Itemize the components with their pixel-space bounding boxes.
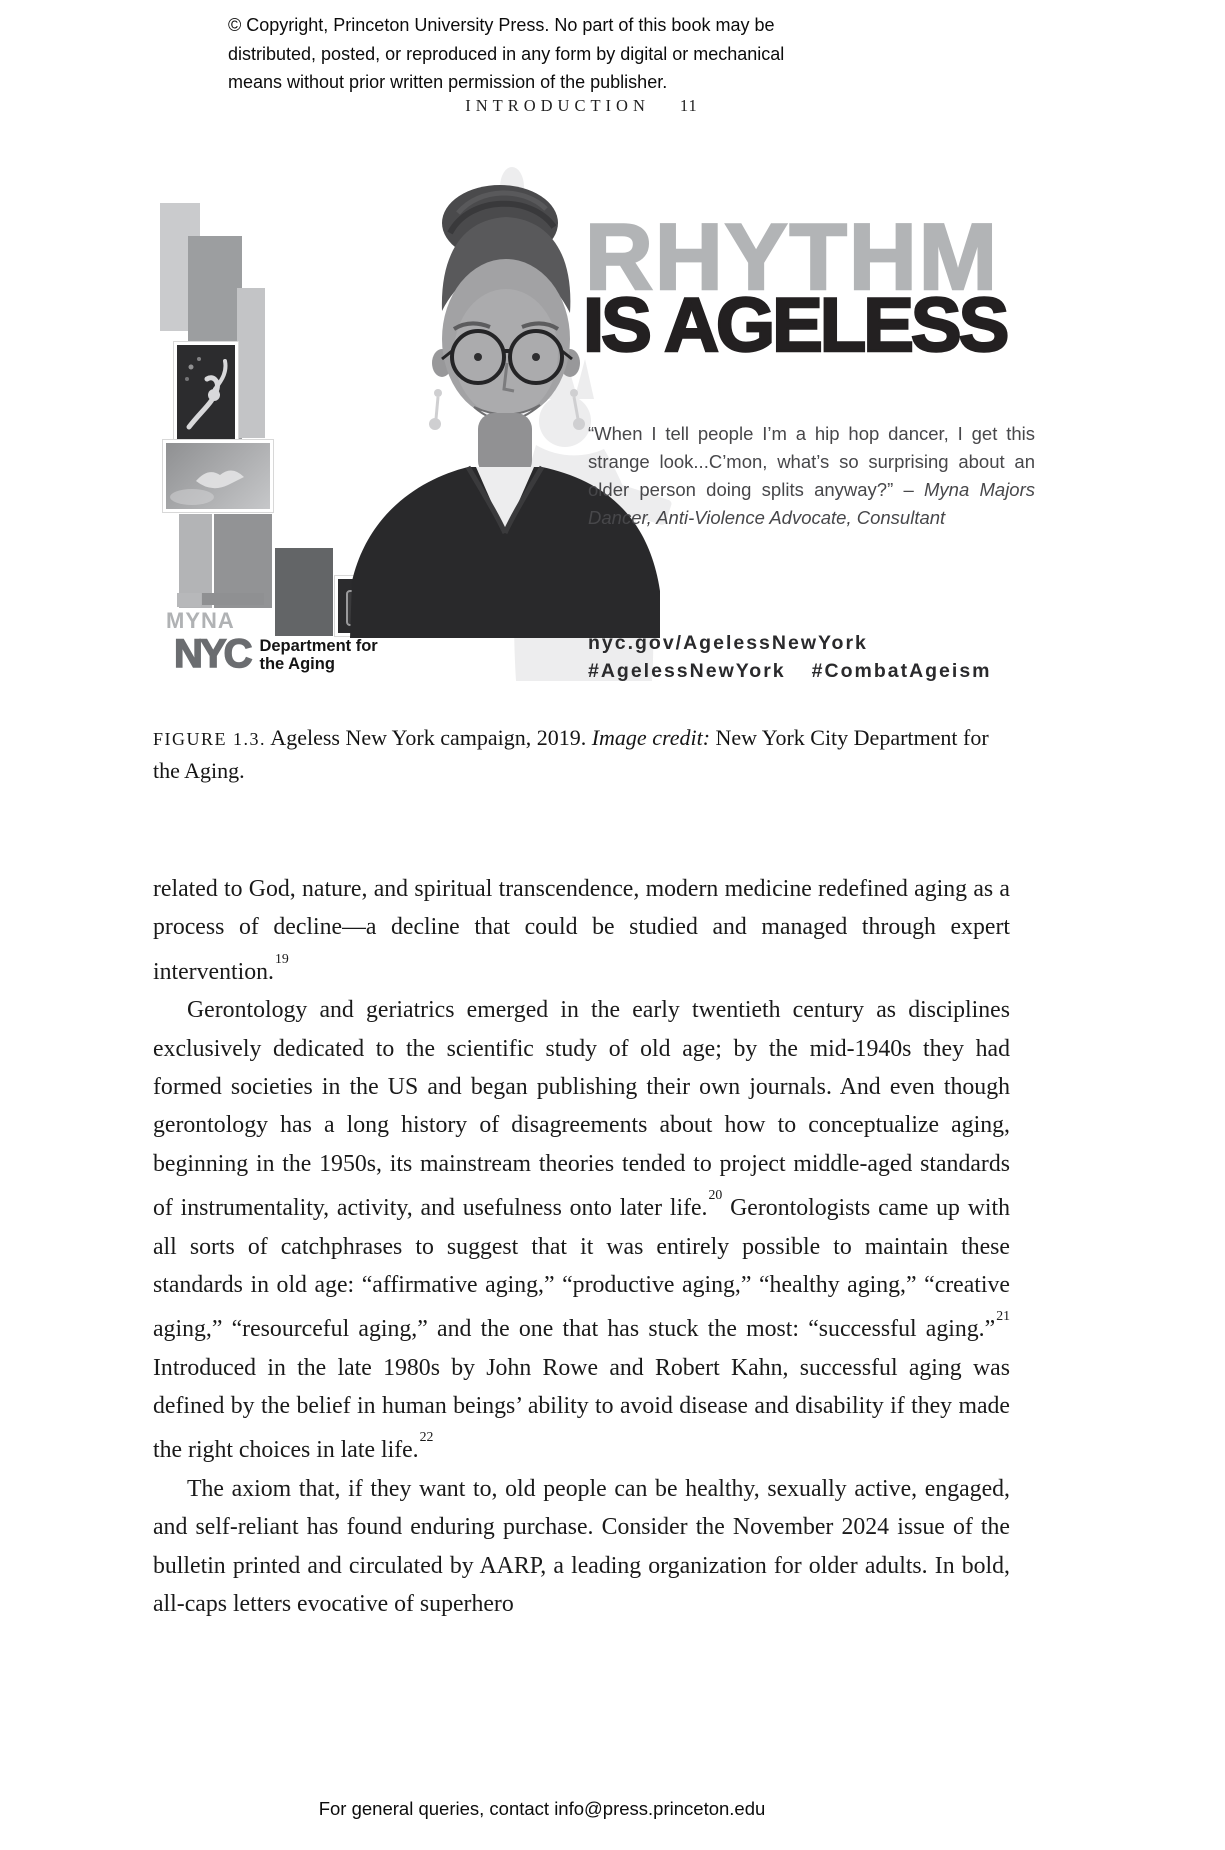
copyright-line: © Copyright, Princeton University Press. No part of this book may be <box>228 15 775 35</box>
paragraph: related to God, nature, and spiritual transcendence, modern medicine redefined aging as a process of decline—a decline that could be studied and managed through expert intervention.$^{19}$ <box>153 876 1010 985</box>
ad-hashtags <box>588 660 992 683</box>
image-credit-label: Image credit: <box>591 725 711 750</box>
clouds-photo-tile <box>163 440 273 512</box>
dancer-photo-tile <box>174 342 238 442</box>
footnote-marker: 20 <box>708 1187 723 1202</box>
ad-headline-rhythm: RHYTHM <box>585 204 1000 309</box>
footnote-marker: 19 <box>274 950 289 966</box>
collage-tile <box>237 288 265 438</box>
copyright-notice <box>228 11 784 97</box>
chapter-title: INTRODUCTION <box>465 96 650 115</box>
copyright-line: distributed, posted, or reproduced in any form by digital or mechanical <box>228 43 785 64</box>
figure-label: FIGURE 1.3. <box>153 729 267 749</box>
ad-quote-attribution: Myna Majors Dancer, Anti-Violence Advocate, Consultant <box>588 479 1036 528</box>
dove-icon <box>166 443 270 509</box>
paragraph: The axiom that, if they want to, old people can be healthy, sexually active, engaged, and self-reliant has found enduring purchase. Consider the November 2024 issue of the bulletin printed and circulated by AARP, a leading organization for older adults. In bold, all-caps letters evocative of superhero <box>153 1475 1010 1617</box>
dancer-icon <box>177 345 235 439</box>
running-head <box>153 96 1010 116</box>
collage-tile <box>202 593 264 605</box>
page-number: 11 <box>679 96 698 115</box>
nyc-logo-text: NYC <box>174 632 250 676</box>
footnote-marker: 21 <box>996 1308 1010 1324</box>
figure-image <box>130 148 1040 693</box>
footnote-marker: 22 <box>419 1429 434 1445</box>
ad-quote <box>588 420 1035 532</box>
paragraph: Gerontology and geriatrics emerged in the early twentieth century as disciplines exclusively dedicated to the scientific study of old age; by the mid-1940s they had formed societies in the US and began publishing their own journals. And even though gerontology has a long history of disagreements about how to conceptualize aging, beginning in the 1950s, its mainstream theories tended to project middle-aged standards of instrumentality, activity, and usefulness onto later life.$^{20}$ Gerontologists came up with all sorts of catchphrases to suggest that it was entirely possible to maintain these standards in old age: “affirmative aging,” “productive aging,” “healthy aging,” “creative aging,” “resourceful aging,” and the one that has stuck the most: “successful aging.”$^{21}$ Introduced in the late 1980s by John Rowe and Robert Kahn, successful aging was defined by the belief in human beings’ ability to avoid disease and disability if they made the right choices in late life.$^{22}$ <box>153 997 1010 1464</box>
body-text <box>153 870 1010 1623</box>
nyc-logo-caption: Department for the Aging <box>259 637 378 673</box>
ad-quote-text: “When I tell people I’m a hip hop dancer, I get this strange look...C’mon, what’s so surprising about an older person doing splits anyway?” – <box>588 423 1035 500</box>
ad-links <box>588 632 992 683</box>
figure-caption: FIGURE 1.3. Ageless New York campaign, 2019. Image credit: New York City Department for the Aging. <box>153 725 989 783</box>
collage-name-label: MYNA <box>166 608 235 633</box>
hashtag-ageless-new-york: #AgelessNewYork <box>588 660 786 682</box>
collage-tile <box>177 593 201 607</box>
ad-headline-is-ageless: IS AGELESS <box>583 283 1007 368</box>
queries-footer: For general queries, contact info@press.princeton.edu <box>318 1798 766 1819</box>
ad-url: nyc.gov/AgelessNewYork <box>588 632 868 654</box>
copyright-line: means without prior written permission of the publisher. <box>228 72 668 92</box>
hashtag-combat-ageism: #CombatAgeism <box>811 660 992 682</box>
collage-tile <box>275 548 333 636</box>
nyc-aging-logo <box>174 634 378 674</box>
